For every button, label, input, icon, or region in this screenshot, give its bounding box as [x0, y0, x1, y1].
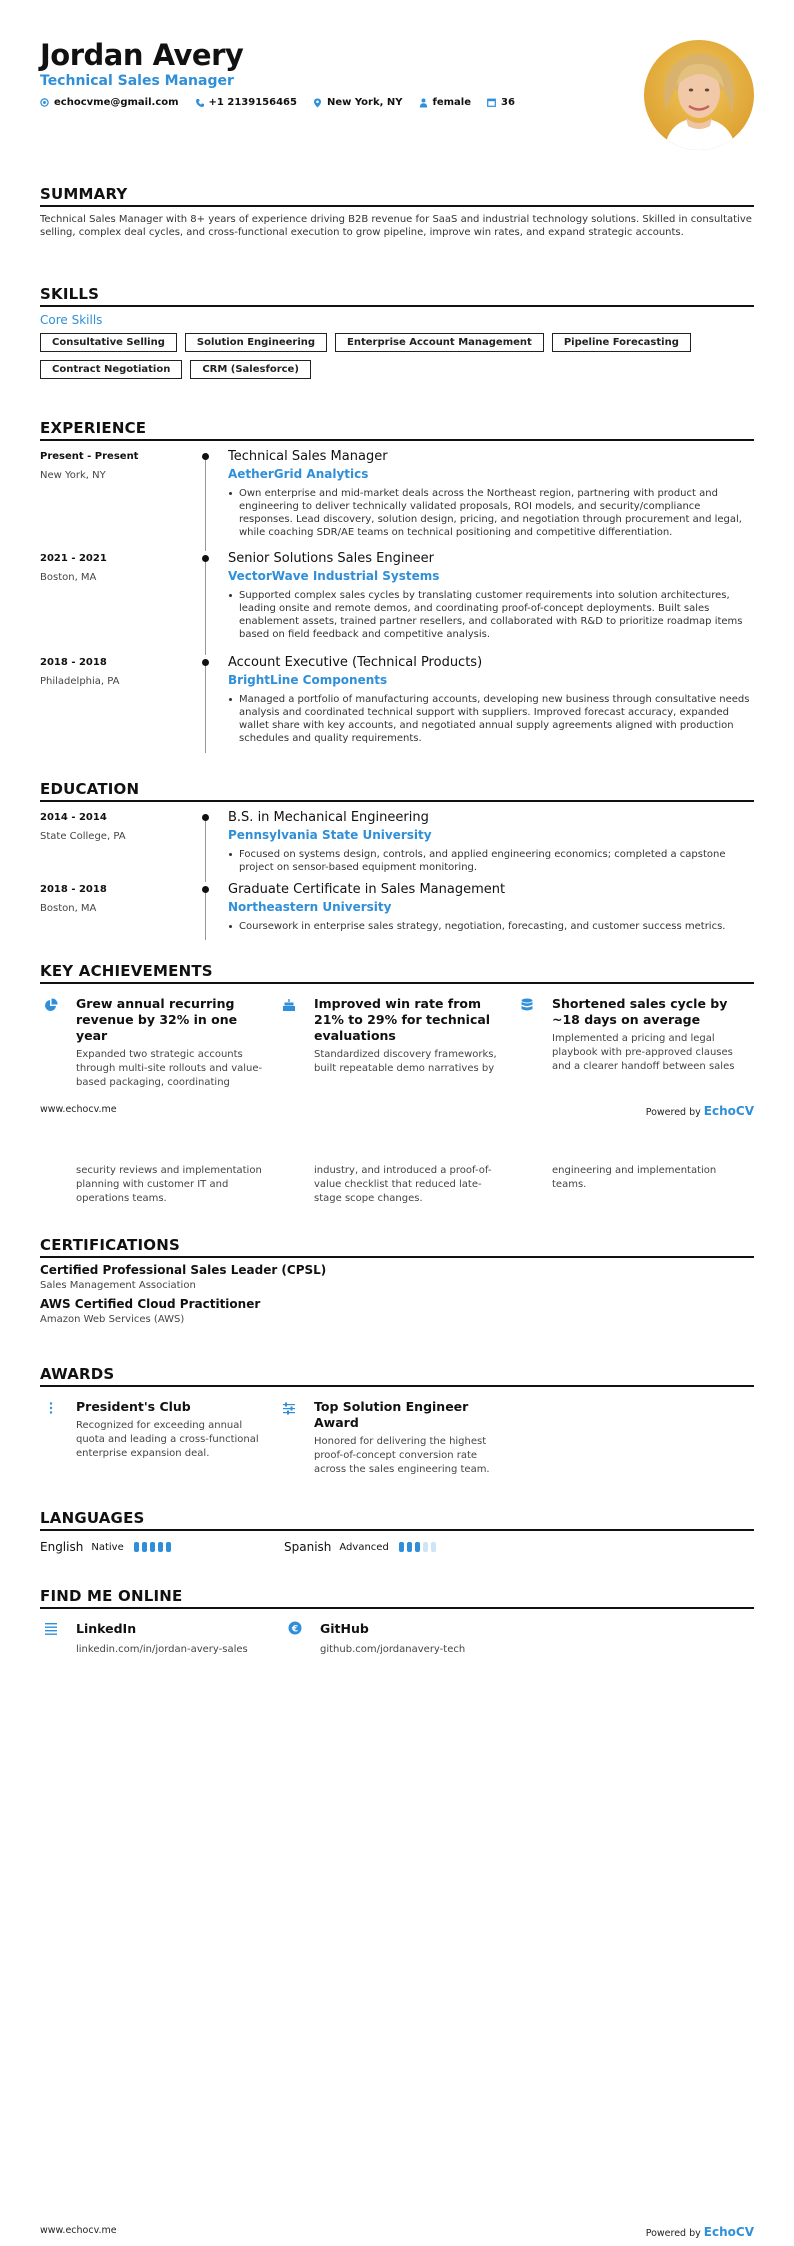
phone-icon [195, 98, 204, 107]
timeline-line [205, 816, 206, 882]
pie-chart-icon [40, 996, 76, 1090]
language-level: Advanced [339, 1541, 389, 1553]
languages-section [40, 1509, 754, 1554]
entry-bullet: Managed a portfolio of manufacturing accounts, developing new business through consultative needs analysis and coordinated technical support with suppliers. Improved forecast accuracy, expanded wallet share with key accounts, and negotiated annual supply agreements aligned with production schedules and quality requirements. [228, 693, 754, 745]
entry-bullet: Coursework in enterprise sales strategy, negotiation, forecasting, and customer success metrics. [228, 920, 754, 933]
online-link-url[interactable]: linkedin.com/in/jordan-avery-sales [76, 1644, 248, 1655]
achievements-grid-continued [40, 1160, 754, 1206]
proficiency-pip [150, 1542, 155, 1552]
timeline-dot [202, 659, 209, 666]
award-title: President's Club [76, 1399, 191, 1414]
education-entry [40, 878, 754, 936]
skills-section [40, 285, 754, 379]
achievement-item [516, 996, 754, 1090]
entry-organization: Northeastern University [228, 900, 392, 914]
certification-issuer: Sales Management Association [40, 1280, 196, 1291]
proficiency-pip [158, 1542, 163, 1552]
euro-icon [284, 1621, 320, 1655]
skill-tag: Solution Engineering [185, 333, 327, 352]
sliders-icon [278, 1399, 314, 1477]
candidate-name: Jordan Avery [40, 38, 244, 72]
entry-title: Account Executive (Technical Products) [228, 655, 483, 670]
language-item [284, 1540, 528, 1554]
experience-entry [40, 547, 754, 651]
spacer [278, 1160, 314, 1206]
contact-email-value: echocvme@gmail.com [54, 97, 179, 108]
brand-logo: EchoCV [703, 1104, 754, 1118]
skill-tag: CRM (Salesforce) [190, 360, 311, 379]
timeline-line [205, 888, 206, 940]
skills-group-title: Core Skills [40, 313, 103, 327]
online-link-name: GitHub [320, 1621, 369, 1636]
contact-gender [419, 97, 472, 108]
proficiency-pip [415, 1542, 420, 1552]
spacer [40, 1160, 76, 1206]
achievement-description: industry, and introduced a proof-of-value checklist that reduced late-stage scope changes. [314, 1165, 492, 1204]
online-links [40, 1621, 754, 1655]
entry-bullet: Supported complex sales cycles by translating customer requirements into solution architectures, leading onsite and remote demos, and coordinating proof-of-concept deployments. Built sales enablement assets, trained partner resellers, and collaborated with R&D to prioritize roadmap items based on field feedback and competitive analysis. [228, 589, 754, 641]
page-footer [40, 1104, 754, 1118]
entry-location: Boston, MA [40, 903, 97, 914]
more-vertical-icon [40, 1399, 76, 1477]
entry-bullet: Own enterprise and mid-market deals across the Northeast region, partnering with product and engineering to deliver technically validated proposals, ROI models, and security/compliance responses. Lead discovery, solution design, pricing, and negotiation through procurement and legal, while coaching SDR/AE teams on technical positioning and competitive differentiation. [228, 487, 754, 539]
list-icon [40, 1621, 76, 1655]
entry-location: State College, PA [40, 831, 126, 842]
entry-organization: AetherGrid Analytics [228, 467, 369, 481]
contact-location [313, 97, 403, 108]
timeline-dot [202, 453, 209, 460]
achievement-title: Improved win rate from 21% to 29% for technical evaluations [314, 996, 491, 1043]
skill-tag: Enterprise Account Management [335, 333, 544, 352]
online-section [40, 1587, 754, 1655]
achievement-description: Expanded two strategic accounts through multi-site rollouts and value-based packaging, coordinating [76, 1049, 263, 1088]
award-description: Honored for delivering the highest proof-of-concept conversion rate across the sales engineering team. [314, 1436, 490, 1475]
entry-organization: Pennsylvania State University [228, 828, 432, 842]
achievements-section [40, 962, 754, 1090]
online-link-linkedin[interactable] [40, 1621, 284, 1655]
summary-section [40, 185, 754, 239]
achievement-description: security reviews and implementation planning with customer IT and operations teams. [76, 1165, 262, 1204]
contact-phone-value: +1 2139156465 [208, 97, 297, 108]
at-icon [40, 98, 49, 107]
proficiency-pip [399, 1542, 404, 1552]
entry-title: B.S. in Mechanical Engineering [228, 810, 429, 825]
timeline-line [205, 455, 206, 551]
achievement-title: Grew annual recurring revenue by 32% in one year [76, 996, 238, 1043]
section-title-awards: AWARDS [40, 1365, 754, 1387]
skill-tag: Consultative Selling [40, 333, 177, 352]
person-icon [419, 98, 428, 107]
timeline-dot [202, 814, 209, 821]
entry-location: New York, NY [40, 470, 106, 481]
entry-date: Present - Present [40, 451, 139, 462]
experience-section [40, 419, 754, 749]
skill-tag: Pipeline Forecasting [552, 333, 691, 352]
entry-date: 2018 - 2018 [40, 657, 107, 668]
proficiency-pip [431, 1542, 436, 1552]
footer-powered [646, 2225, 754, 2239]
section-title-online: FIND ME ONLINE [40, 1587, 754, 1609]
database-icon [516, 996, 552, 1090]
section-title-skills: SKILLS [40, 285, 754, 307]
online-link-name: LinkedIn [76, 1621, 137, 1636]
section-title-experience: EXPERIENCE [40, 419, 754, 441]
achievement-item-continued [278, 1160, 516, 1206]
entry-organization: BrightLine Components [228, 673, 388, 687]
spacer [516, 1160, 552, 1206]
online-link-url[interactable]: github.com/jordanavery-tech [320, 1644, 466, 1655]
proficiency-pip [166, 1542, 171, 1552]
timeline-dot [202, 886, 209, 893]
certification-issuer: Amazon Web Services (AWS) [40, 1314, 185, 1325]
section-title-certifications: CERTIFICATIONS [40, 1236, 754, 1258]
entry-location: Boston, MA [40, 572, 97, 583]
entry-date: 2014 - 2014 [40, 812, 107, 823]
calendar-icon [487, 98, 496, 107]
powered-by-label: Powered by [645, 1107, 701, 1118]
award-item [278, 1399, 516, 1477]
awards-grid [40, 1399, 754, 1477]
achievement-description: Standardized discovery frameworks, built repeatable demo narratives by [314, 1049, 497, 1074]
awards-section [40, 1365, 754, 1477]
entry-location: Philadelphia, PA [40, 676, 120, 687]
footer-site[interactable]: www.echocv.me [40, 2225, 117, 2236]
achievement-item-continued [40, 1160, 278, 1206]
language-proficiency-bar [399, 1542, 436, 1552]
footer-powered [646, 1104, 754, 1118]
award-title: Top Solution Engineer Award [314, 1399, 469, 1430]
entry-bullet: Focused on systems design, controls, and applied engineering economics; completed a capstone project on sensor-based equipment monitoring. [228, 848, 754, 874]
cake-icon [278, 996, 314, 1090]
resume-header [40, 38, 754, 153]
section-title-summary: SUMMARY [40, 185, 754, 207]
timeline-line [205, 661, 206, 753]
section-title-achievements: KEY ACHIEVEMENTS [40, 962, 754, 984]
powered-by-label: Powered by [645, 2228, 701, 2239]
online-link-github[interactable] [284, 1621, 528, 1655]
language-name: English [40, 1540, 84, 1554]
achievements-grid [40, 996, 754, 1090]
section-title-languages: LANGUAGES [40, 1509, 754, 1531]
achievement-title: Shortened sales cycle by ~18 days on average [552, 996, 728, 1027]
contact-gender-value: female [432, 97, 472, 108]
entry-title: Graduate Certificate in Sales Management [228, 882, 506, 897]
summary-text: Technical Sales Manager with 8+ years of experience driving B2B revenue for SaaS and industrial technology solutions. Skilled in consultative selling, complex deal cycles, and cross-functional execution to grow pipeline, improve win rates, and expand strategic accounts. [40, 214, 752, 238]
entry-title: Senior Solutions Sales Engineer [228, 551, 435, 566]
brand-logo: EchoCV [703, 2225, 754, 2239]
language-level: Native [91, 1541, 124, 1553]
experience-entry [40, 651, 754, 749]
achievement-description: Implemented a pricing and legal playbook with pre-approved clauses and a clearer handoff between sales [552, 1033, 735, 1072]
contact-phone[interactable] [195, 97, 297, 108]
footer-site[interactable]: www.echocv.me [40, 1104, 117, 1115]
education-section [40, 780, 754, 936]
education-entry [40, 806, 754, 878]
entry-date: 2021 - 2021 [40, 553, 107, 564]
contact-location-value: New York, NY [326, 97, 403, 108]
proficiency-pip [134, 1542, 139, 1552]
contact-email[interactable] [40, 97, 179, 108]
contact-age-value: 36 [501, 97, 515, 108]
certification-name: AWS Certified Cloud Practitioner [40, 1297, 261, 1311]
achievements-continued [40, 1160, 754, 1206]
skill-tag: Contract Negotiation [40, 360, 182, 379]
achievement-description: engineering and implementation teams. [552, 1165, 717, 1190]
page-footer [40, 2225, 754, 2239]
certifications-section [40, 1236, 754, 1325]
contact-age [487, 97, 515, 108]
achievement-item [40, 996, 278, 1090]
entry-title: Technical Sales Manager [228, 449, 388, 464]
candidate-role: Technical Sales Manager [40, 73, 234, 89]
language-name: Spanish [284, 1540, 332, 1554]
proficiency-pip [423, 1542, 428, 1552]
achievement-item [278, 996, 516, 1090]
experience-entry [40, 445, 754, 547]
section-title-education: EDUCATION [40, 780, 754, 802]
language-proficiency-bar [134, 1542, 171, 1552]
timeline-dot [202, 555, 209, 562]
profile-photo [644, 40, 754, 150]
entry-date: 2018 - 2018 [40, 884, 107, 895]
timeline-line [205, 557, 206, 655]
languages-row [40, 1540, 754, 1554]
proficiency-pip [142, 1542, 147, 1552]
award-description: Recognized for exceeding annual quota and leading a cross-functional enterprise expansion deal. [76, 1420, 259, 1459]
achievement-item-continued [516, 1160, 754, 1206]
skill-tags [40, 333, 740, 379]
map-pin-icon [313, 98, 322, 107]
award-item [40, 1399, 278, 1477]
entry-organization: VectorWave Industrial Systems [228, 569, 440, 583]
language-item [40, 1540, 284, 1554]
svg-text:€: € [291, 1624, 299, 1635]
proficiency-pip [407, 1542, 412, 1552]
certification-name: Certified Professional Sales Leader (CPSL) [40, 1263, 327, 1277]
